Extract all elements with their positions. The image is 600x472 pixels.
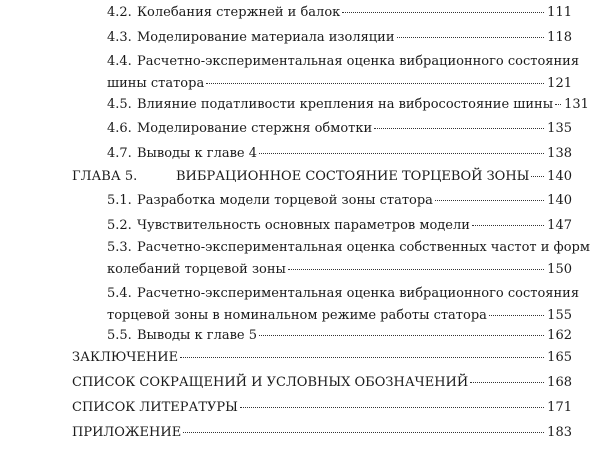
section-number: 4.4.	[107, 54, 132, 69]
dot-leader	[531, 176, 544, 177]
toc-entry[interactable]	[107, 215, 572, 237]
section-number: 4.2.	[107, 5, 132, 20]
dot-leader	[183, 432, 544, 433]
toc-entry[interactable]	[107, 143, 572, 165]
page-number: 150	[547, 262, 572, 277]
dot-leader	[555, 104, 561, 105]
chapter-title: ЗАКЛЮЧЕНИЕ	[72, 350, 179, 365]
section-number: 5.2.	[107, 218, 132, 233]
dot-leader	[374, 128, 544, 129]
section-title: Влияние податливости крепления на вибросостояние шины	[137, 97, 554, 112]
page-number: 171	[547, 400, 572, 415]
section-title: Выводы к главе 5	[137, 328, 258, 343]
section-number: 5.5.	[107, 328, 132, 343]
page-number: 138	[547, 146, 572, 161]
toc-entry[interactable]	[107, 283, 580, 327]
section-title: Выводы к главе 4	[137, 146, 258, 161]
page-number: 135	[547, 121, 572, 136]
section-number: 5.4.	[107, 286, 132, 301]
toc-chapter-entry[interactable]	[72, 422, 572, 444]
chapter-title: ПРИЛОЖЕНИЕ	[72, 425, 182, 440]
page-number: 140	[547, 169, 572, 184]
dot-leader	[259, 335, 544, 336]
section-title: Разработка модели торцевой зоны статора	[137, 193, 433, 208]
chapter-title: СПИСОК ЛИТЕРАТУРЫ	[72, 400, 238, 415]
page-number: 168	[547, 375, 572, 390]
toc-chapter-entry[interactable]	[72, 372, 572, 394]
page-number: 162	[547, 328, 572, 343]
toc-entry[interactable]	[107, 2, 572, 24]
chapter-title: ВИБРАЦИОННОЕ СОСТОЯНИЕ ТОРЦЕВОЙ ЗОНЫ	[176, 169, 530, 184]
page-number: 147	[547, 218, 572, 233]
page-number: 183	[547, 425, 572, 440]
page-number: 131	[564, 97, 589, 112]
section-title: Моделирование материала изоляции	[137, 30, 395, 45]
dot-leader	[240, 407, 544, 408]
chapter-title: СПИСОК СОКРАЩЕНИЙ И УСЛОВНЫХ ОБОЗНАЧЕНИЙ	[72, 375, 469, 390]
section-title: шины статора	[107, 76, 205, 91]
dot-leader	[472, 225, 544, 226]
dot-leader	[489, 315, 544, 316]
section-number: 5.1.	[107, 193, 132, 208]
section-number: 4.3.	[107, 30, 132, 45]
dot-leader	[470, 382, 544, 383]
dot-leader	[435, 200, 544, 201]
dot-leader	[206, 83, 544, 84]
section-title: Моделирование стержня обмотки	[137, 121, 373, 136]
toc-entry[interactable]	[107, 27, 572, 49]
dot-leader	[342, 12, 544, 13]
toc-chapter-entry[interactable]	[72, 347, 572, 369]
section-number: 5.3.	[107, 240, 132, 255]
chapter-number: ГЛАВА 5.	[72, 169, 138, 184]
toc-entry[interactable]	[107, 51, 580, 95]
dot-leader	[288, 269, 544, 270]
section-title: Колебания стержней и балок	[137, 5, 341, 20]
section-title-line: Расчетно-экспериментальная оценка вибрационного состояния	[137, 54, 580, 69]
dot-leader	[259, 153, 544, 154]
toc-entry[interactable]	[107, 190, 572, 212]
toc-chapter-entry[interactable]	[72, 397, 572, 419]
section-title: торцевой зоны в номинальном режиме работы статора	[107, 308, 487, 323]
page-number: 140	[547, 193, 572, 208]
section-number: 4.6.	[107, 121, 132, 136]
dot-leader	[397, 37, 545, 38]
toc-entry[interactable]	[107, 118, 572, 140]
section-title: колебаний торцевой зоны	[107, 262, 286, 277]
toc-entry[interactable]	[107, 237, 590, 281]
section-title: Чувствительность основных параметров модели	[137, 218, 470, 233]
page-number: 118	[547, 30, 572, 45]
toc-chapter-entry[interactable]	[72, 166, 572, 188]
page-number: 111	[547, 5, 572, 20]
page-number: 155	[547, 308, 572, 323]
section-number: 4.5.	[107, 97, 132, 112]
section-title-line: Расчетно-экспериментальная оценка собственных частот и форм	[137, 240, 590, 255]
dot-leader	[180, 357, 544, 358]
toc-entry[interactable]	[107, 325, 572, 347]
section-number: 4.7.	[107, 146, 132, 161]
toc-entry[interactable]	[107, 94, 589, 116]
page-number: 165	[547, 350, 572, 365]
section-title-line: Расчетно-экспериментальная оценка вибрационного состояния	[137, 286, 580, 301]
page-number: 121	[547, 76, 572, 91]
